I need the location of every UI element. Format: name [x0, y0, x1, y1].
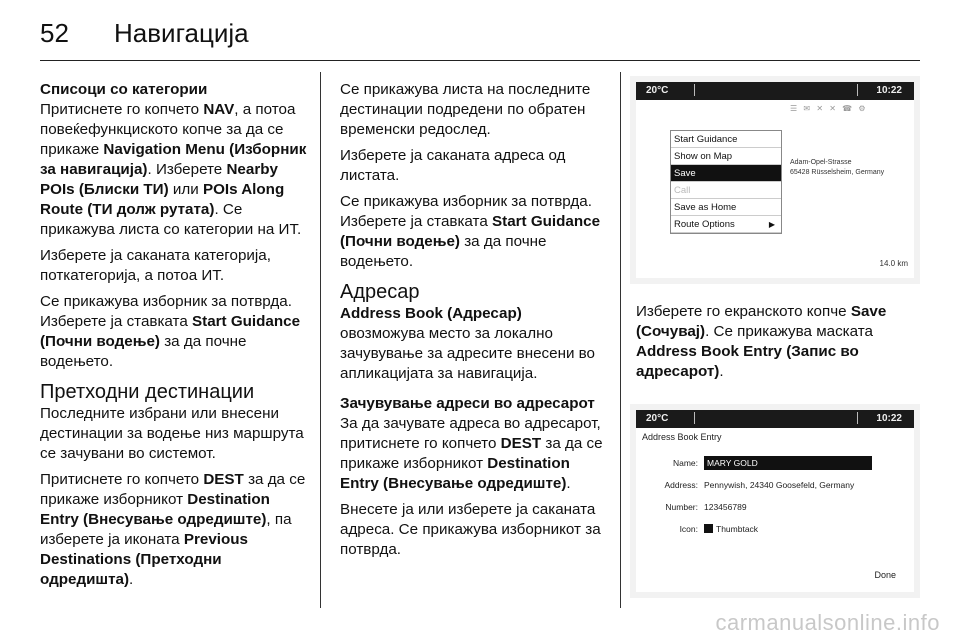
name-row[interactable]: Name: MARY GOLD	[646, 456, 872, 470]
temperature: 20°C	[646, 85, 669, 96]
page-title: Навигација	[114, 18, 249, 48]
section-heading: Претходни дестинации	[40, 381, 255, 403]
icon-field[interactable]: Thumbtack	[716, 524, 759, 534]
paragraph: Последните избрани или внесени дестинации за водење низ маршрута се зачувани во системот.	[40, 405, 304, 462]
paragraph: Се прикажува листа на последните дестинации подредени по обратен временски редослед.	[340, 81, 591, 138]
page-header	[40, 18, 920, 62]
thumbtack-icon	[704, 524, 713, 533]
menu-item-start-guidance[interactable]: Start Guidance	[671, 131, 781, 148]
icon-row[interactable]: Icon: Thumbtack	[679, 524, 759, 534]
paragraph: Изберете ја саканата адреса од листата.	[340, 147, 566, 184]
paragraph: Се прикажува изборник за потврда. Изберете ја ставката Start Guidance (Почни водење) за да почне водењето.	[40, 293, 301, 370]
paragraph: Изберете ја саканата категорија, поткатегорија, а потоа ИТ.	[40, 247, 271, 284]
menu-item-route-options[interactable]: Route Options ▶	[671, 216, 781, 233]
paragraph: Притиснете го копчето NAV, а потоа повеќефункциското копче за да се прикаже Navigation Menu (Изборник за навигација). Изберете Nearby POIs (Блиски ТИ) или POIs Along Route (ТИ долж рутата). Се прикажува листа со категории на ИТ.	[40, 101, 307, 238]
column-3	[636, 302, 922, 388]
address-row[interactable]: Address: Pennywish, 24340 Goosefeld, Germany	[664, 480, 855, 490]
done-button[interactable]: Done	[874, 570, 896, 580]
column-1	[40, 80, 312, 596]
name-field[interactable]: MARY GOLD	[704, 456, 872, 470]
paragraph: За да зачувате адреса во адресарот, притиснете го копчето DEST за да се прикаже изборникот Destination Entry (Внесување одредиште).	[340, 415, 603, 492]
screenshot-navigation-menu	[630, 76, 920, 284]
paragraph: Притиснете го копчето DEST за да се прикаже изборникот Destination Entry (Внесување одредиште), па изберете ја иконата Previous Destinations (Претходни одредишта).	[40, 471, 306, 588]
paragraph: Изберете го екранското копче Save (Сочувај). Се прикажува маската Address Book Entry (Запис во адресарот).	[636, 303, 887, 380]
distance: 14.0 km	[879, 259, 908, 268]
paragraph: Се прикажува изборник за потврда. Изберете ја ставката Start Guidance (Почни водење) за да почне водењето.	[340, 193, 601, 270]
number-field[interactable]: 123456789	[704, 502, 747, 512]
screenshot-address-book-entry	[630, 404, 920, 598]
paragraph: овозможува место за локално зачувување за адресите внесени во апликацијата за навигација.	[340, 325, 595, 382]
paragraph: Внесете ја или изберете ја саканата адреса. Се прикажува изборникот за потврда.	[340, 501, 601, 558]
section-subheading: Address Book (Адресар)	[340, 305, 522, 322]
column-divider	[320, 72, 321, 608]
menu-item-save[interactable]: Save	[671, 165, 781, 182]
chevron-right-icon: ▶	[768, 220, 775, 229]
header-rule	[40, 60, 920, 61]
subsection-heading: Зачувување адреси во адресарот	[340, 395, 595, 412]
number-row[interactable]: Number: 123456789	[665, 502, 747, 512]
address-field[interactable]: Pennywish, 24340 Goosefeld, Germany	[704, 480, 855, 490]
menu-item-save-as-home[interactable]: Save as Home	[671, 199, 781, 216]
status-bar	[636, 410, 914, 428]
column-divider	[620, 72, 621, 608]
section-heading: Адресар	[340, 281, 420, 303]
confirmation-menu	[670, 130, 782, 234]
clock: 10:22	[876, 85, 902, 96]
status-bar	[636, 82, 914, 100]
page-number: 52	[40, 18, 69, 48]
temperature: 20°C	[646, 413, 669, 424]
menu-item-show-on-map[interactable]: Show on Map	[671, 148, 781, 165]
subsection-heading: Списоци со категории	[40, 81, 208, 98]
column-2	[340, 80, 612, 566]
watermark: carmanualsonline.info	[715, 610, 940, 635]
status-icons: ☰ ✉ ✕ ✕ ☎ ⚙	[790, 104, 868, 113]
screen-title: Address Book Entry	[642, 432, 722, 442]
destination-address: Adam-Opel-Strasse 65428 Rüsselsheim, Germany	[790, 159, 885, 176]
clock: 10:22	[876, 413, 902, 424]
menu-item-call: Call	[671, 182, 781, 199]
